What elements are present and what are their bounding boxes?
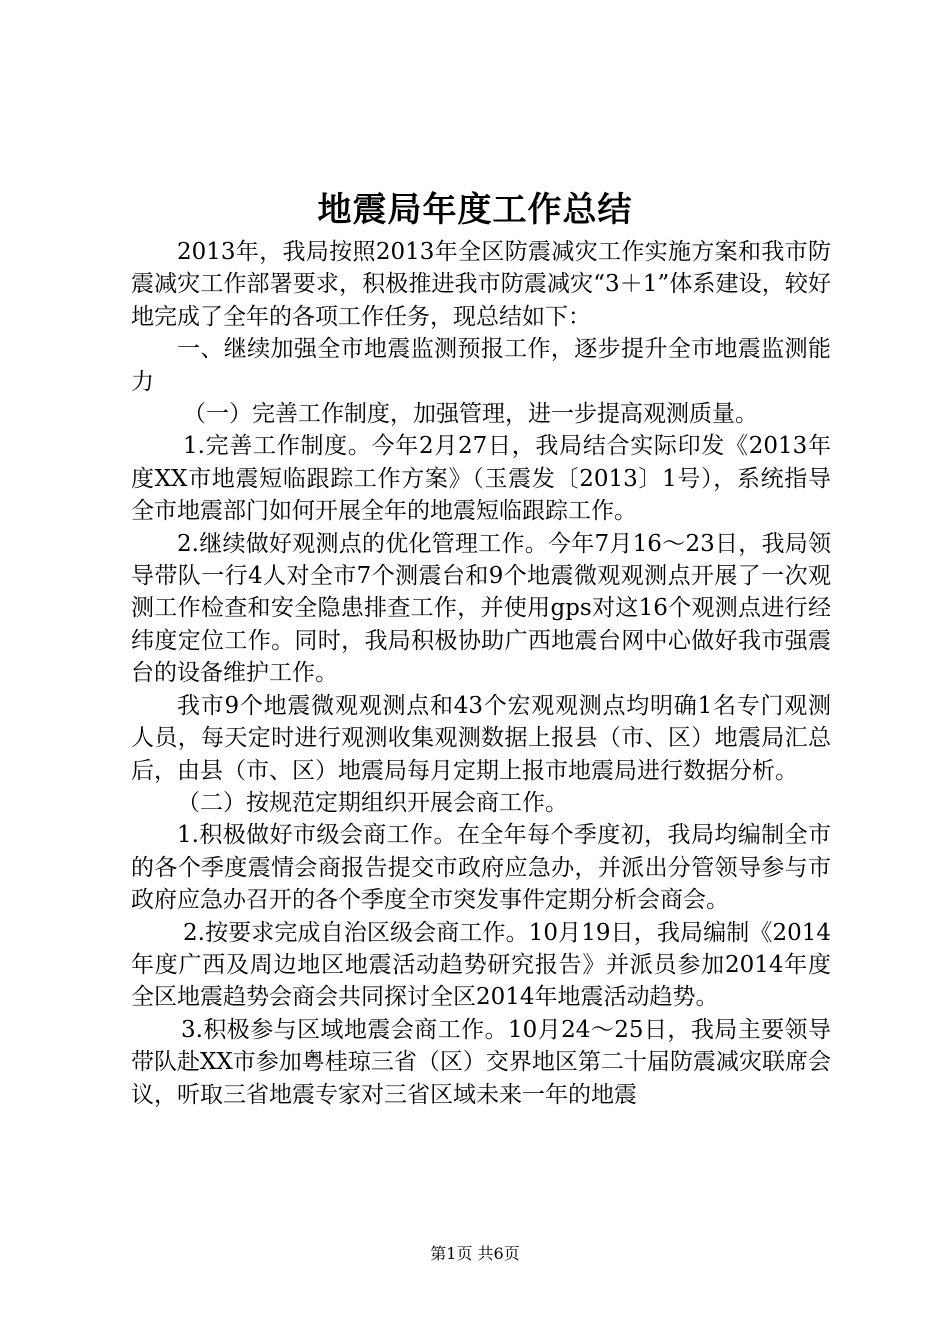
paragraph-item-1-2: 2.继续做好观测点的优化管理工作。今年7月16～23日，我局领导带队一行4人对全市7个测震台和9个地震微观观测点开展了一次观测工作检查和安全隐患排查工作，并使用gps对这16个观测点进行经纬度定位工作。同时，我局积极协助广西地震台网中心做好我市强震台的设备维护工作。: [131, 530, 831, 687]
paragraph-observers: 我市9个地震微观观测点和43个宏观观测点均明确1名专门观测人员，每天定时进行观测收集观测数据上报县（市、区）地震局汇总后，由县（市、区）地震局每月定期上报市地震局进行数据分析。: [131, 692, 831, 784]
page-footer: 第1页 共6页: [430, 1244, 520, 1263]
paragraph-item-2-3: 3.积极参与区域地震会商工作。10月24～25日，我局主要领导带队赴XX市参加粤桂琼三省（区）交界地区第二十届防震减灾联席会议，听取三省地震专家对三省区域未来一年的地震: [131, 1016, 831, 1108]
paragraph-item-2-1: 1.积极做好市级会商工作。在全年每个季度初，我局均编制全市的各个季度震情会商报告提交市政府应急办，并派出分管领导参与市政府应急办召开的各个季度全市突发事件定期分析会商会。: [131, 822, 831, 914]
heading-section-1: 一、继续加强全市地震监测预报工作，逐步提升全市地震监测能力: [131, 336, 831, 395]
paragraph-intro: 2013年，我局按照2013年全区防震减灾工作实施方案和我市防震减灾工作部署要求，积极推进我市防震减灾“3＋1”体系建设，较好地完成了全年的各项工作任务，现总结如下：: [131, 239, 831, 330]
heading-subsection-1: （一）完善工作制度，加强管理，进一步提高观测质量。: [183, 401, 758, 428]
paragraph-item-1-1: 1.完善工作制度。今年2月27日，我局结合实际印发《2013年度XX市地震短临跟踪工作方案》（玉震发〔2013〕1号），系统指导全市地震部门如何开展全年的地震短临跟踪工作。: [131, 433, 831, 525]
heading-subsection-2: （二）按规范定期组织开展会商工作。: [177, 789, 568, 816]
document-body: [131, 236, 831, 1111]
document-title: 地震局年度工作总结: [317, 190, 633, 230]
paragraph-item-2-2: 2.按要求完成自治区级会商工作。10月19日，我局编制《2014年度广西及周边地区地震活动趋势研究报告》并派员参加2014年度全区地震趋势会商会共同探讨全区2014年地震活动趋势。: [131, 919, 831, 1011]
